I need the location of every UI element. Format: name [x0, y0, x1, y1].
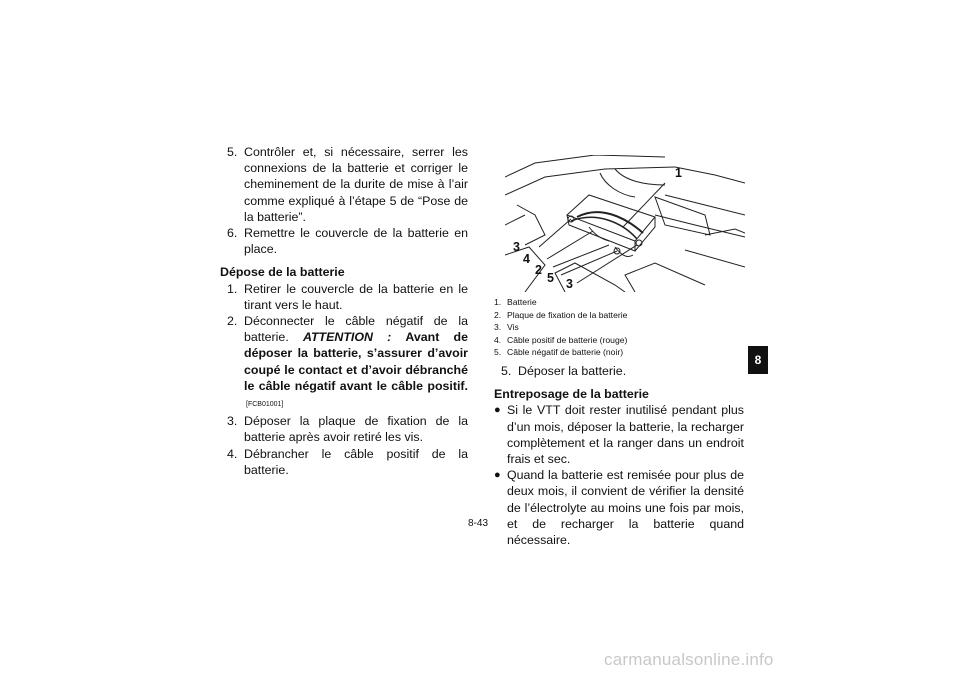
attention-label: ATTENTION :	[302, 330, 392, 345]
caption-item	[494, 321, 744, 334]
bullet-icon: ●	[494, 404, 501, 417]
page-number: 8-43	[468, 518, 489, 529]
section-heading-battery-storage: Entreposage de la batterie	[494, 387, 649, 402]
caption-number: 2.	[494, 309, 502, 320]
bullet-text: Si le VTT doit rester inutilisé pendant plus d’un mois, déposer la batterie, la recharger complètement et la ranger dans un endroit frais et sec.	[507, 403, 744, 466]
step-number: 6.	[227, 226, 238, 241]
step-number: 2.	[227, 314, 238, 329]
step-number: 5.	[501, 363, 512, 378]
attention-text: Avant de déposer la batterie, s’assurer d’avoir coupé le contact et d’avoir débranché le câble négatif avant le câble positif.	[244, 330, 468, 393]
step-text: Débrancher le câble positif de la batterie.	[244, 446, 468, 477]
step-text: Retirer le couvercle de la batterie en le tirant vers le haut.	[244, 281, 468, 312]
caption-item	[494, 296, 744, 309]
caption-item	[494, 334, 744, 347]
bullet-text: Quand la batterie est remisée pour plus de deux mois, il convient de vérifier la densité de l’électrolyte au moins une fois par mois, et de recharger la batterie quand nécessaire.	[507, 468, 744, 547]
caption-number: 1.	[494, 297, 502, 307]
step-number: 3.	[227, 414, 238, 429]
caption-number: 5.	[494, 347, 502, 358]
caption-number: 4.	[494, 334, 502, 345]
step-number: 1.	[227, 281, 238, 296]
callout-2: 2	[535, 263, 542, 277]
caption-item	[494, 346, 744, 359]
left-column	[220, 144, 468, 478]
callout-4: 4	[523, 252, 530, 266]
removal-step-5	[494, 363, 744, 379]
caption-text: Vis	[507, 322, 519, 333]
callout-5: 5	[547, 271, 554, 285]
right-column	[494, 296, 744, 548]
step-text: Contrôler et, si nécessaire, serrer les connexions de la batterie et corriger le cheminement de la durite de mise à l’air comme expliqué à l’étape 5 de “Pose de la batterie”.	[244, 145, 468, 224]
caption-text: Câble positif de batterie (rouge)	[507, 334, 628, 345]
caption-number: 3.	[494, 322, 502, 333]
figure-captions	[494, 296, 744, 359]
step-6-replace-cover	[220, 225, 468, 257]
reference-code: [FCB01001]	[246, 401, 284, 409]
callout-3-upper: 3	[513, 240, 520, 254]
caption-text: Plaque de fixation de la batterie	[507, 309, 628, 320]
step-5-check-connections	[220, 144, 468, 225]
bullet-icon: ●	[494, 469, 501, 482]
step-text: Déconnecter le câble négatif de la batterie.	[244, 314, 468, 345]
removal-step-2	[220, 313, 468, 413]
step-number: 4.	[227, 446, 238, 461]
callout-3-lower: 3	[566, 277, 573, 291]
watermark: carmanualsonline.info	[604, 650, 774, 669]
storage-bullet-2	[494, 467, 744, 548]
step-number: 5.	[227, 145, 238, 159]
removal-step-1	[220, 281, 468, 313]
storage-bullet-1	[494, 402, 744, 467]
removal-step-3	[220, 413, 468, 445]
step-text: Déposer la batterie.	[518, 363, 627, 378]
step-text: Remettre le couvercle de la batterie en place.	[244, 226, 468, 257]
battery-compartment-illustration	[505, 155, 745, 292]
removal-step-4	[220, 446, 468, 478]
chapter-tab: 8	[748, 346, 768, 374]
callout-1: 1	[675, 166, 682, 180]
step-text: Déposer la plaque de fixation de la batterie après avoir retiré les vis.	[244, 414, 468, 445]
caption-item	[494, 309, 744, 322]
section-heading-battery-removal: Dépose de la batterie	[220, 265, 345, 280]
caption-text: Câble négatif de batterie (noir)	[507, 347, 624, 358]
caption-text: Batterie	[507, 297, 537, 307]
